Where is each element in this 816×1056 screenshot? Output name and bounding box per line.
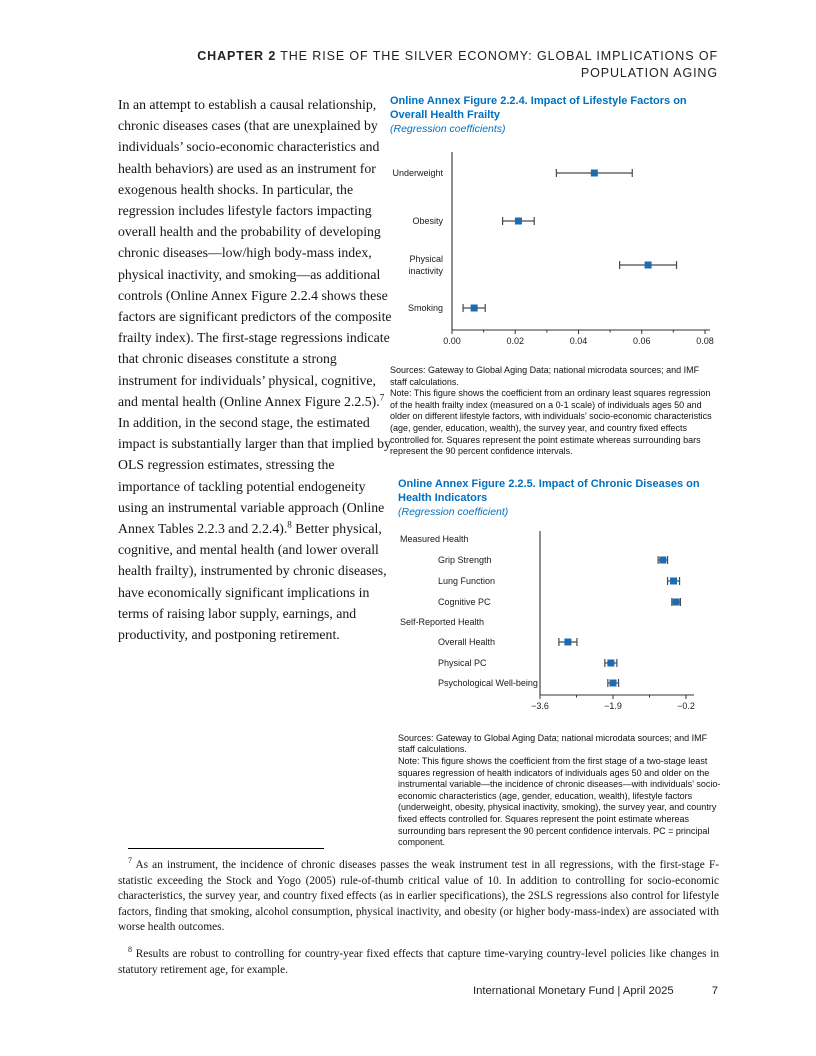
chapter-header-line1 [118, 48, 718, 65]
category-label: Grip Strength [438, 554, 492, 565]
body-paragraph: In an attempt to establish a causal relationship, chronic diseases cases (that are unexplained by individuals’ socio-economic characteristics and health behaviors) are used as an instrument for exogenous health shocks. In particular, the regression includes lifestyle factors impacting overall health and the probability of developing chronic diseases—low/high body-mass index, physical inactivity, and smoking—as additional controls (Online Annex Figure 2.2.4 shows these factors are significant predictors of the composite frailty index). The first-stage regressions indicate that chronic diseases constitute a strong instrument for individuals’ physical, cognitive, and mental health (Online Annex Figure 2.2.5).$^7$ In addition, in the second stage, the estimated impact is substantially larger than that implied by OLS regression estimates, stressing the importance of tackling potential endogeneity using an instrumental variable approach (Online Annex Tables 2.2.3 and 2.2.4).$^8$ Better physical, cognitive, and mental health (and lower overall health frailty), instrumented by chronic diseases, have economically significant implications in terms of raising labor supply, earnings, and productivity, and postponing retirement. [118, 97, 392, 643]
figure-2-2-5-sources [398, 733, 726, 849]
x-axis-tick-label: −3.6 [531, 700, 549, 711]
point-marker [471, 305, 478, 312]
category-label: Cognitive PC [438, 596, 491, 607]
footnote-7-text: As an instrument, the incidence of chronic diseases passes the weak instrument test in all regressions, with the first-stage F-statistic exceeding the Stock and Yogo (2005) rule-of-thumb critical value of 10. In addition to controlling for socio-economic characteristics, the survey year, and country fixed effects (as in earlier specifications), the 2SLS regressions also control for lifestyle factors, finding that smoking, alcohol consumption, physical inactivity, and obesity (or higher body-mass-index) are associated with worse health outcomes. [118, 859, 719, 934]
footnote-separator [128, 848, 324, 849]
category-group-label: Self-Reported Health [400, 616, 485, 627]
footnote-8-text: Results are robust to controlling for country-year fixed effects that capture time-varying country-level policies like changes in statutory retirement age, for example. [118, 947, 719, 976]
point-marker [659, 556, 666, 563]
point-marker [591, 170, 598, 177]
x-axis-tick-label: 0.04 [569, 336, 588, 346]
category-label: Physical PC [438, 657, 487, 668]
x-axis-tick-label: −0.2 [677, 700, 695, 711]
x-axis-tick-label: 0.06 [632, 336, 651, 346]
point-marker [670, 577, 677, 584]
figure-2-2-4-title: Online Annex Figure 2.2.4. Impact of Lifestyle Factors on Overall Health Frailty [390, 95, 687, 121]
footnote-8 [118, 947, 719, 978]
figure-2-2-5-subtitle: (Regression coefficient) [398, 505, 509, 518]
page-footer [118, 985, 718, 997]
x-axis-tick-label: 0.00 [443, 336, 461, 346]
category-label: Smoking [407, 303, 443, 313]
x-axis-tick-label: −1.9 [604, 700, 622, 711]
figure-2-2-5-note: Note: This figure shows the coefficient from the first stage of a two-stage least squares regression of health indicators of individuals ages 50 and older on the instrumental variable—the incidence of chronic diseases—with individuals’ socio-economic characteristics (age, gender, education, wealth), lifestyle factors (underweight, obesity, physical inactivity, smoking), the survey year, and country fixed effects controlled for. Squares represent the point estimate whereas surrounding bars represent the 90 percent confidence intervals. PC = principal component. [398, 755, 721, 848]
category-group-label: Measured Health [400, 533, 469, 544]
figure-2-2-4-chart [390, 142, 720, 357]
category-label: Physical [409, 254, 443, 264]
figure-2-2-5 [398, 477, 720, 849]
figure-2-2-4-sources-line: Sources: Gateway to Global Aging Data; national microdata sources; and IMF staff calculations. [390, 365, 700, 387]
category-label: Psychological Well-being [438, 677, 538, 688]
category-label: Obesity [412, 216, 443, 226]
page-number: 7 [711, 985, 718, 997]
chapter-header [118, 48, 718, 82]
point-marker [564, 638, 571, 645]
footnote-reference: 7 [379, 392, 385, 403]
chapter-title-line1: THE RISE OF THE SILVER ECONOMY: GLOBAL IMPLICATIONS OF [280, 49, 718, 63]
point-marker [607, 659, 614, 666]
x-axis-tick-label: 0.08 [696, 336, 714, 346]
figures-column [390, 94, 720, 849]
figure-2-2-4-subtitle: (Regression coefficients) [390, 123, 506, 135]
chapter-title-line2: POPULATION AGING [580, 66, 718, 80]
footnote-7-marker: 7 [128, 856, 132, 866]
point-marker [515, 218, 522, 225]
chapter-label: CHAPTER 2 [197, 49, 277, 63]
point-marker [645, 262, 652, 269]
footnote-8-marker: 8 [128, 945, 132, 955]
point-marker [673, 598, 680, 605]
point-marker [610, 679, 617, 686]
footnote-reference: 8 [287, 519, 292, 530]
figure-2-2-4-sources [390, 365, 718, 458]
category-label: Lung Function [438, 575, 496, 586]
category-label: inactivity [408, 266, 443, 276]
x-axis-tick-label: 0.02 [506, 336, 525, 346]
figure-2-2-5-sources-line: Sources: Gateway to Global Aging Data; national microdata sources; and IMF staff calculations. [398, 732, 708, 755]
figure-2-2-5-title: Online Annex Figure 2.2.5. Impact of Chronic Diseases on Health Indicators [398, 477, 700, 504]
category-label: Overall Health [438, 636, 496, 647]
figure-2-2-5-chart [398, 525, 728, 725]
figure-2-2-4-note: Note: This figure shows the coefficient from an ordinary least squares regression of the health frailty index (measured on a 0-1 scale) of individuals ages 50 and older on different lifestyle factors, with individuals’ socio-economic characteristics (age, gender, education, wealth), the survey year, and country fixed effects controlled for. Squares represent the point estimate whereas surrounding bars represent the 90 percent confidence intervals. [390, 388, 712, 457]
category-label: Underweight [392, 168, 443, 178]
figure-2-2-4 [390, 94, 720, 458]
footnote-7 [118, 858, 719, 936]
footnotes [118, 858, 719, 989]
footer-imprint: International Monetary Fund | April 2025 [472, 985, 674, 997]
